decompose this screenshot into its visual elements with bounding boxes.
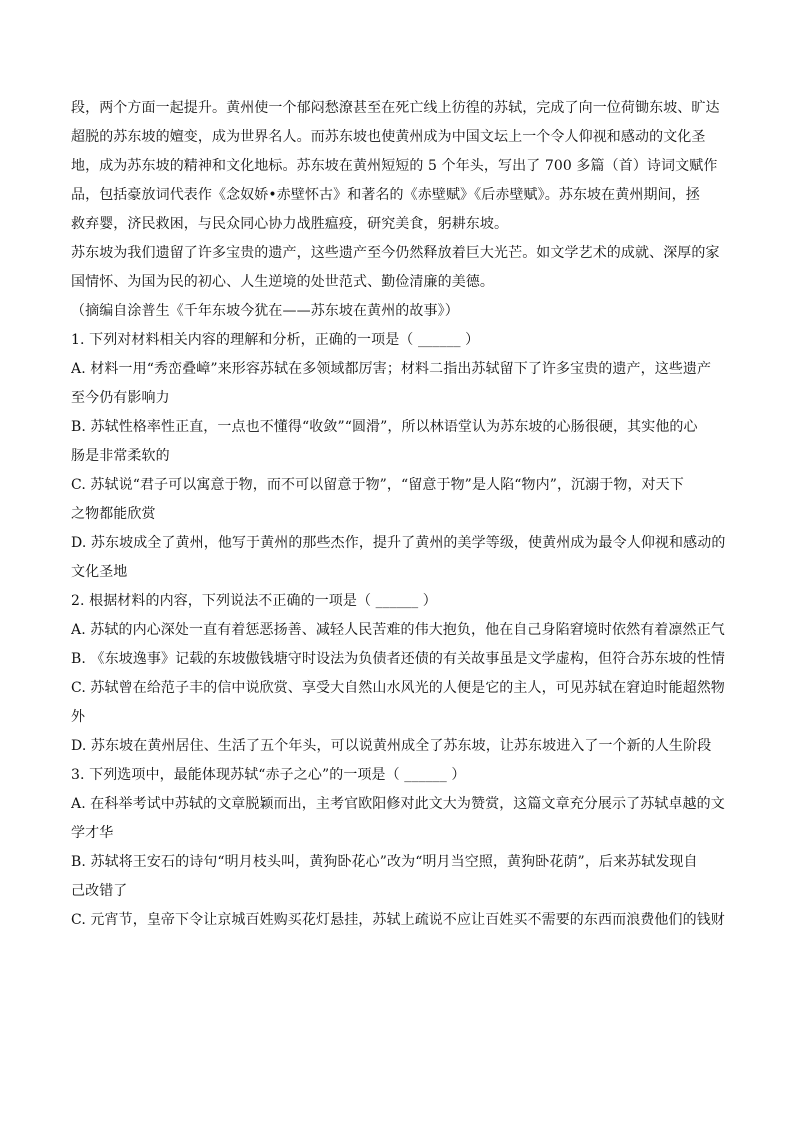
text-line: 救弃婴，济民救困，与民众同心协力战胜瘟疫，研究美食，躬耕东坡。: [71, 216, 509, 232]
source-citation: （摘编自涂普生《千年东坡今犹在——苏东坡在黄州的故事》）: [71, 303, 459, 319]
q1-option-c-cont: 之物都能欣赏: [71, 506, 156, 522]
q3-option-a: A. 在科举考试中苏轼的文章脱颖而出，主考官欧阳修对此文大为赞赏，这篇文章充分展示了苏轼卓越的文: [71, 796, 725, 812]
q2-option-c: C. 苏轼曾在给范子丰的信中说欣赏、享受大自然山水风光的人便是它的主人，可见苏轼在窘迫时能超然物: [71, 680, 725, 696]
q1-option-d: D. 苏东坡成全了黄州，他写于黄州的那些杰作，提升了黄州的美学等级，使黄州成为最令人仰视和感动的: [71, 535, 725, 551]
text-line: 段，两个方面一起提升。黄州使一个郁闷愁潦甚至在死亡线上彷徨的苏轼，完成了向一位荷锄东坡、旷达: [71, 100, 720, 116]
q3-option-b-cont: 己改错了: [71, 883, 128, 899]
text-line: 超脱的苏东坡的嬗变，成为世界名人。而苏东坡也使黄州成为中国文坛上一个令人仰视和感动的文化圣: [71, 129, 706, 145]
q2-option-b: B. 《东坡逸事》记载的东坡傲钱塘守时设法为负债者还债的有关故事虽是文学虚构，但符合苏东坡的性情: [71, 651, 725, 667]
text-line: 品，包括豪放词代表作《念奴娇•赤壁怀古》和著名的《赤壁赋》《后赤壁赋》。苏东坡在黄州期间，拯: [71, 187, 700, 203]
q2-option-a: A. 苏轼的内心深处一直有着惩恶扬善、减轻人民苦难的伟大抱负，他在自己身陷窘境时依然有着凛然正气: [71, 622, 725, 638]
q2-option-c-cont: 外: [71, 709, 86, 725]
paragraph-start: 苏东坡为我们遗留了许多宝贵的遗产，这些遗产至今仍然释放着巨大光芒。如文学艺术的成就、深厚的家: [71, 245, 720, 261]
question-1: 1. 下列对材料相关内容的理解和分析，正确的一项是（ ______ ）: [71, 332, 480, 348]
q1-option-a-cont: 至今仍有影响力: [71, 390, 170, 406]
question-2: 2. 根据材料的内容，下列说法不正确的一项是（ ______ ）: [71, 593, 437, 609]
document-body: [71, 98, 725, 939]
q2-option-d: D. 苏东坡在黄州居住、生活了五个年头，可以说黄州成全了苏东坡，让苏东坡进入了一个新的人生阶段: [71, 738, 712, 754]
q3-option-b: B. 苏轼将王安石的诗句“明月枝头叫，黄狗卧花心”改为“明月当空照，黄狗卧花荫”，后来苏轼发现自: [71, 854, 698, 870]
text-line: 国情怀、为国为民的初心、人生逆境的处世范式、勤俭清廉的美德。: [71, 274, 494, 290]
q1-option-b: B. 苏轼性格率性正直，一点也不懂得“收敛”“圆滑”，所以林语堂认为苏东坡的心肠很硬，其实他的心: [71, 419, 698, 435]
q1-option-a: A. 材料一用“秀峦叠嶂”来形容苏轼在多领域都厉害；材料二指出苏轼留下了许多宝贵的遗产，这些遗产: [71, 361, 712, 377]
q3-option-c: C. 元宵节，皇帝下令让京城百姓购买花灯悬挂，苏轼上疏说不应让百姓买不需要的东西而浪费他们的钱财: [71, 912, 725, 928]
q3-option-a-cont: 学才华: [71, 825, 114, 841]
q1-option-d-cont: 文化圣地: [71, 564, 128, 580]
question-3: 3. 下列选项中，最能体现苏轼“赤子之心”的一项是（ ______ ）: [71, 767, 466, 783]
q1-option-b-cont: 肠是非常柔软的: [71, 448, 170, 464]
text-line: 地，成为苏东坡的精神和文化地标。苏东坡在黄州短短的 5 个年头，写出了 700 多篇（首）诗词文赋作: [71, 158, 718, 174]
q1-option-c: C. 苏轼说“君子可以寓意于物，而不可以留意于物”，“留意于物”是人陷“物内”，沉溺于物，对天下: [71, 477, 684, 493]
